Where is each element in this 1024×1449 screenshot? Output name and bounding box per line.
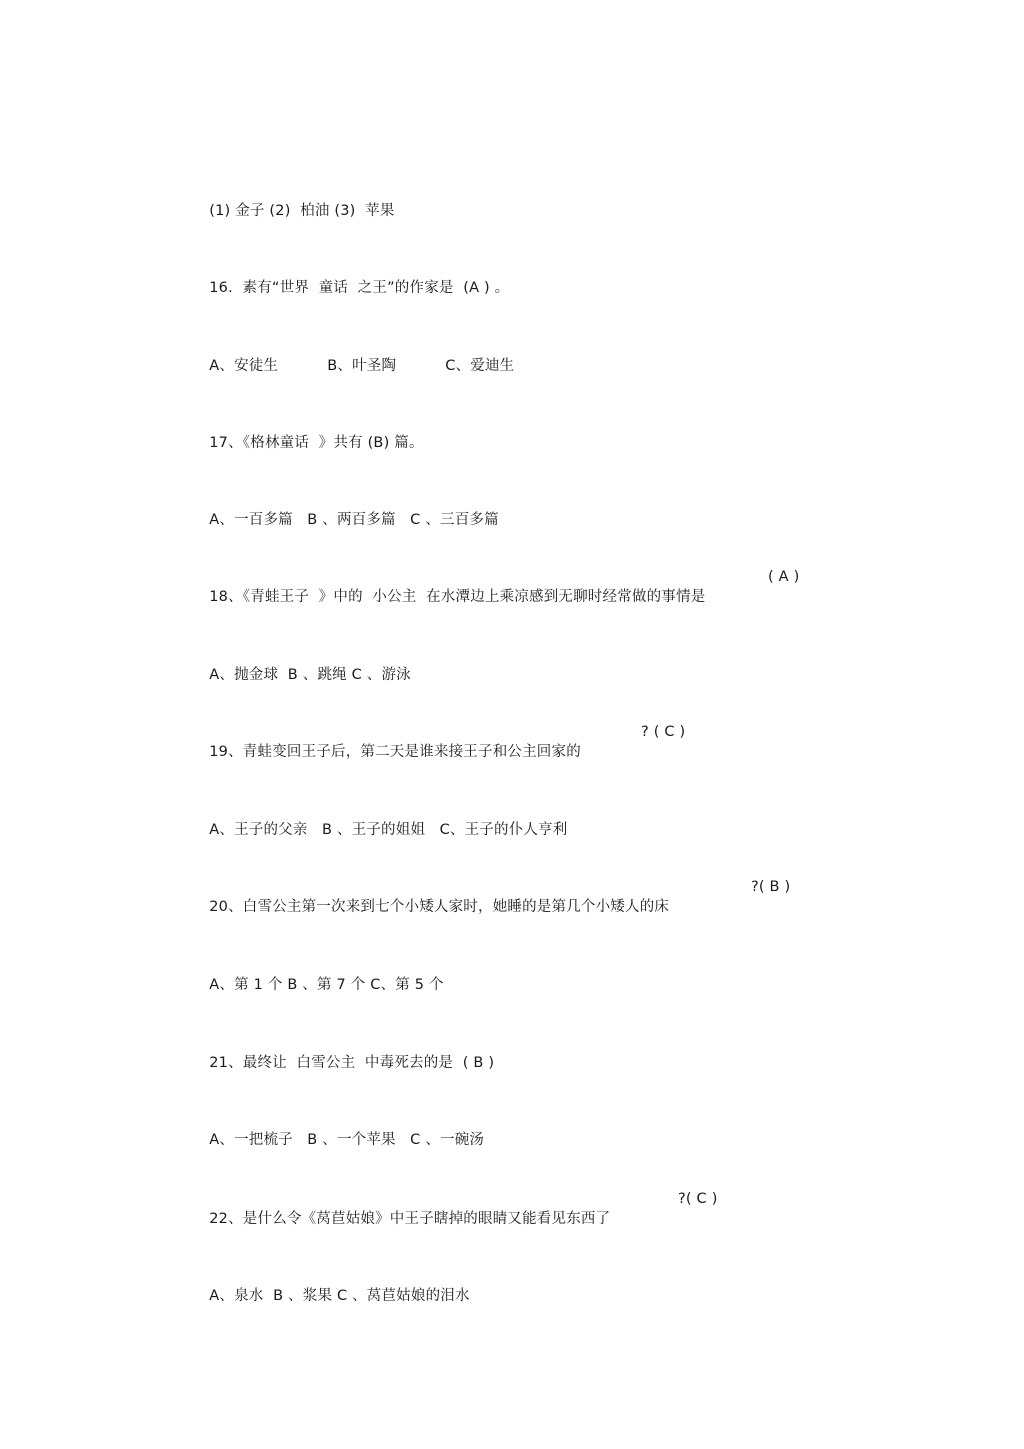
- option-c: C、爱迪生: [445, 358, 515, 374]
- options-text: A、抛金球 B 、跳绳 C 、游泳: [209, 667, 411, 683]
- question-text: 17、《格林童话 》共有 (B) 篇。: [209, 435, 424, 451]
- question-22: [190, 1189, 750, 1269]
- question-21: [190, 1033, 494, 1093]
- question-16: [190, 258, 509, 318]
- question-18: [190, 567, 830, 647]
- answer-mark: ? ( C ): [641, 724, 686, 740]
- question-text: 20、白雪公主第一次来到七个小矮人家时，她睡的是第几个小矮人的床: [209, 899, 670, 915]
- options-18: [190, 645, 411, 705]
- options-text: A、一百多篇 B 、两百多篇 C 、三百多篇: [209, 512, 499, 528]
- options-17: [190, 490, 499, 550]
- question-text: 18、《青蛙王子 》中的 小公主 在水潭边上乘凉感到无聊时经常做的事情是: [209, 589, 706, 605]
- options-16: [190, 336, 514, 396]
- option-a: A、安徒生: [209, 358, 279, 374]
- answer-key-line: [190, 181, 395, 241]
- answer-mark: ?( B ): [751, 879, 791, 895]
- options-19: [190, 800, 568, 860]
- answer-mark: ( A ): [768, 569, 800, 585]
- options-text: A、一把梳子 B 、一个苹果 C 、一碗汤: [209, 1132, 485, 1148]
- options-22: [190, 1266, 470, 1326]
- options-text: A、泉水 B 、浆果 C 、莴苣姑娘的泪水: [209, 1288, 470, 1304]
- question-text: 19、青蛙变回王子后，第二天是谁来接王子和公主回家的: [209, 744, 581, 760]
- question-text: 16. 素有“世界 童话 之王”的作家是 (A ) 。: [209, 280, 510, 296]
- question-17: [190, 413, 424, 473]
- options-21: [190, 1110, 484, 1170]
- option-b: B、叶圣陶: [327, 358, 397, 374]
- question-text: 21、最终让 白雪公主 中毒死去的是 ( B ): [209, 1055, 495, 1071]
- line-text: (1) 金子 (2) 柏油 (3) 苹果: [209, 203, 395, 219]
- options-text: A、王子的父亲 B 、王子的姐姐 C、王子的仆人亨利: [209, 822, 568, 838]
- options-20: [190, 955, 444, 1015]
- question-text: 22、是什么令《莴苣姑娘》中王子瞎掉的眼睛又能看见东西了: [209, 1211, 611, 1227]
- answer-mark: ?( C ): [678, 1191, 718, 1207]
- question-20: [190, 877, 810, 957]
- question-19: [190, 722, 710, 802]
- options-text: A、第 1 个 B 、第 7 个 C、第 5 个: [209, 977, 444, 993]
